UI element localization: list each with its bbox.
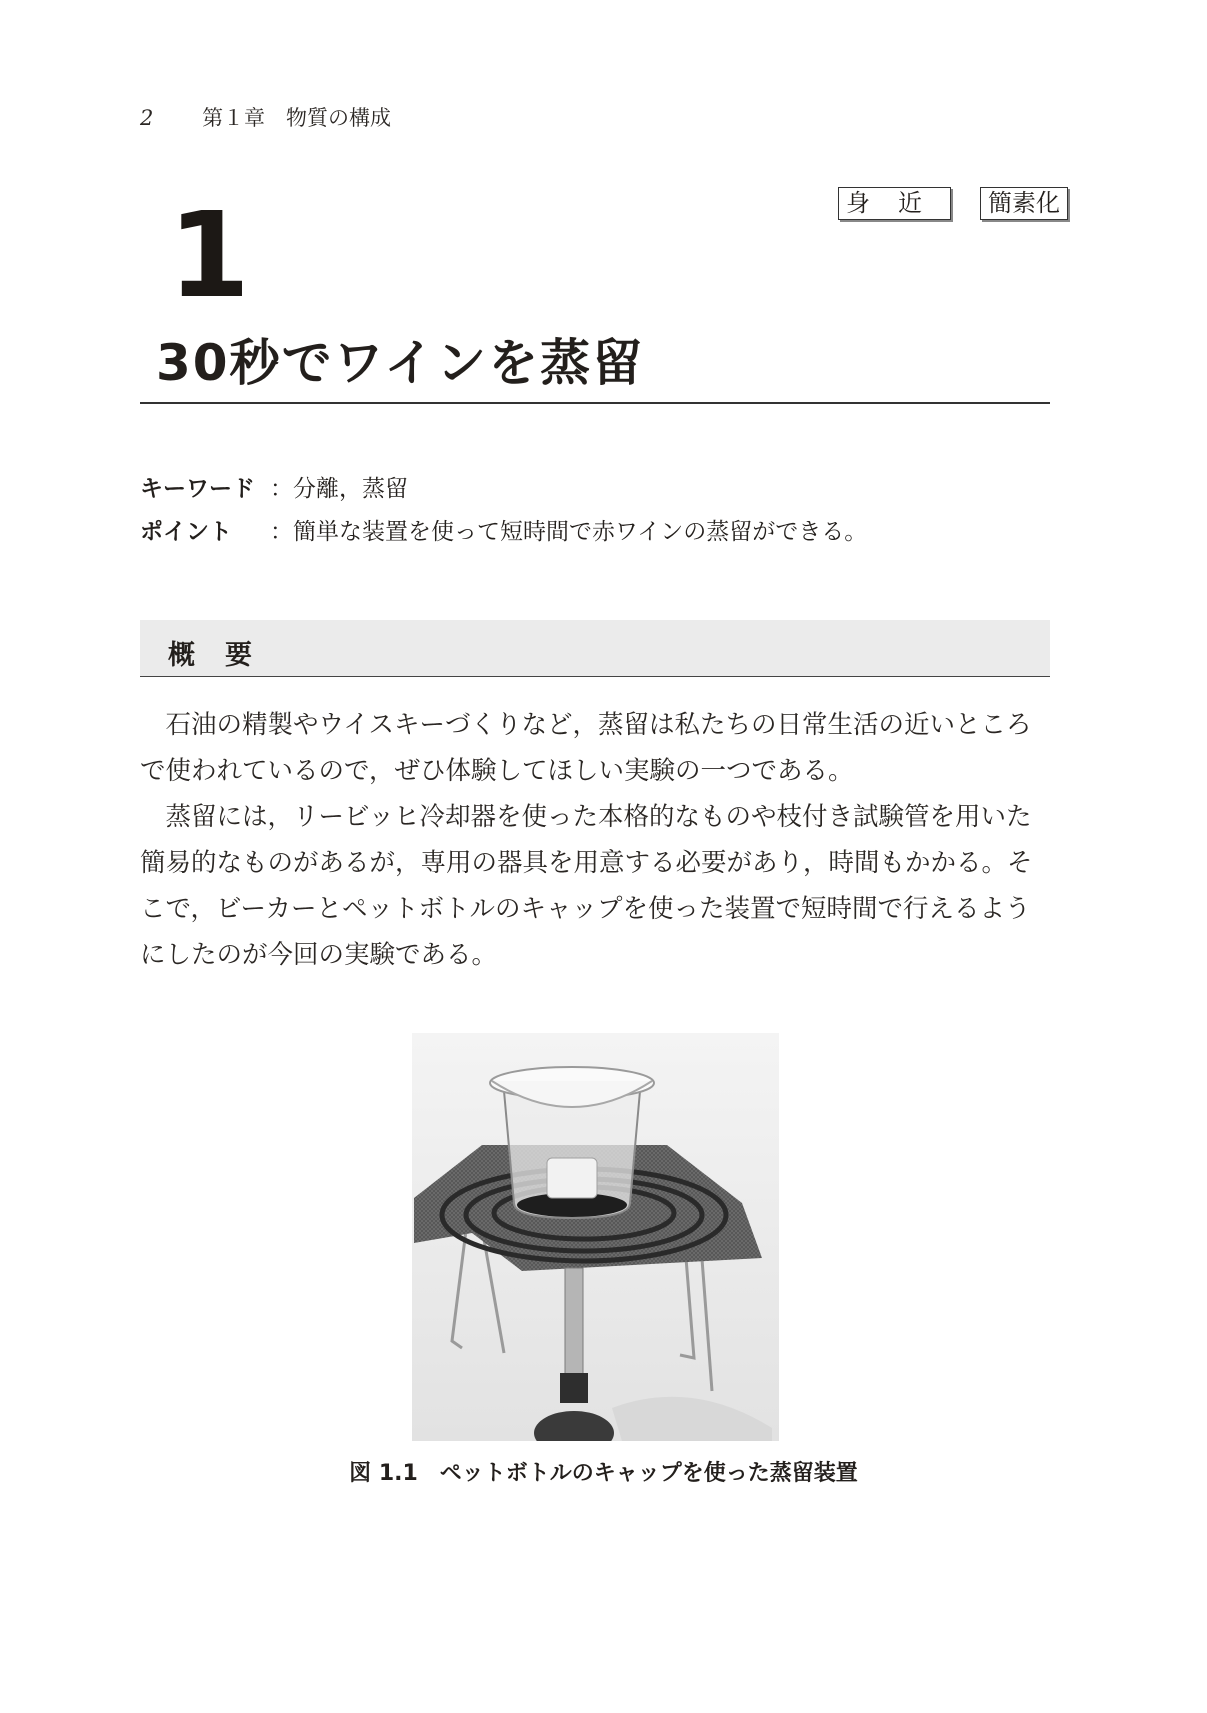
distillation-apparatus-illustration <box>412 1033 779 1441</box>
paragraph: 蒸留には，リービッヒ冷却器を使った本格的なものや枝付き試験管を用いた簡易的なものがあるが，専用の器具を用意する必要があり，時間もかかる。そこで，ビーカーとペットボトルのキャップを使った装置で短時間で行えるようにしたのが今回の実験である。 <box>140 802 1033 970</box>
title-rule <box>140 402 1050 404</box>
keywords-label: キーワード <box>140 476 255 502</box>
chapter-title: 第１章 物質の構成 <box>202 106 392 130</box>
keywords-value: 分離，蒸留 <box>293 476 408 502</box>
pet-bottle-cap <box>547 1158 597 1198</box>
badge-familiar: 身近 <box>838 187 951 220</box>
point-line <box>140 513 867 546</box>
paragraph: 石油の精製やウイスキーづくりなど，蒸留は私たちの日常生活の近いところで使われているので，ぜひ体験してほしい実験の一つである。 <box>140 710 1032 786</box>
keywords-sep: ： <box>270 476 293 502</box>
badge-simplified: 簡素化 <box>980 187 1068 220</box>
page-number: 2 <box>140 106 154 130</box>
distillation-photo <box>412 1033 779 1441</box>
section-title: 30秒でワインを蒸留 <box>156 334 645 392</box>
keywords-line <box>140 470 408 503</box>
section-number: 1 <box>168 186 251 324</box>
point-sep: ： <box>270 519 293 545</box>
tag-badges <box>838 187 1068 220</box>
running-header <box>140 102 391 132</box>
overview-heading-text: 概要 <box>168 640 282 671</box>
point-label: ポイント <box>140 519 232 545</box>
point-value: 簡単な装置を使って短時間で赤ワインの蒸留ができる。 <box>293 519 868 545</box>
figure-caption: 図 1.1 ペットボトルのキャップを使った蒸留装置 <box>349 1461 858 1486</box>
overview-heading <box>140 620 1050 677</box>
burner-valve <box>560 1373 588 1403</box>
overview-body <box>140 702 1055 978</box>
burner-tube <box>565 1268 583 1378</box>
